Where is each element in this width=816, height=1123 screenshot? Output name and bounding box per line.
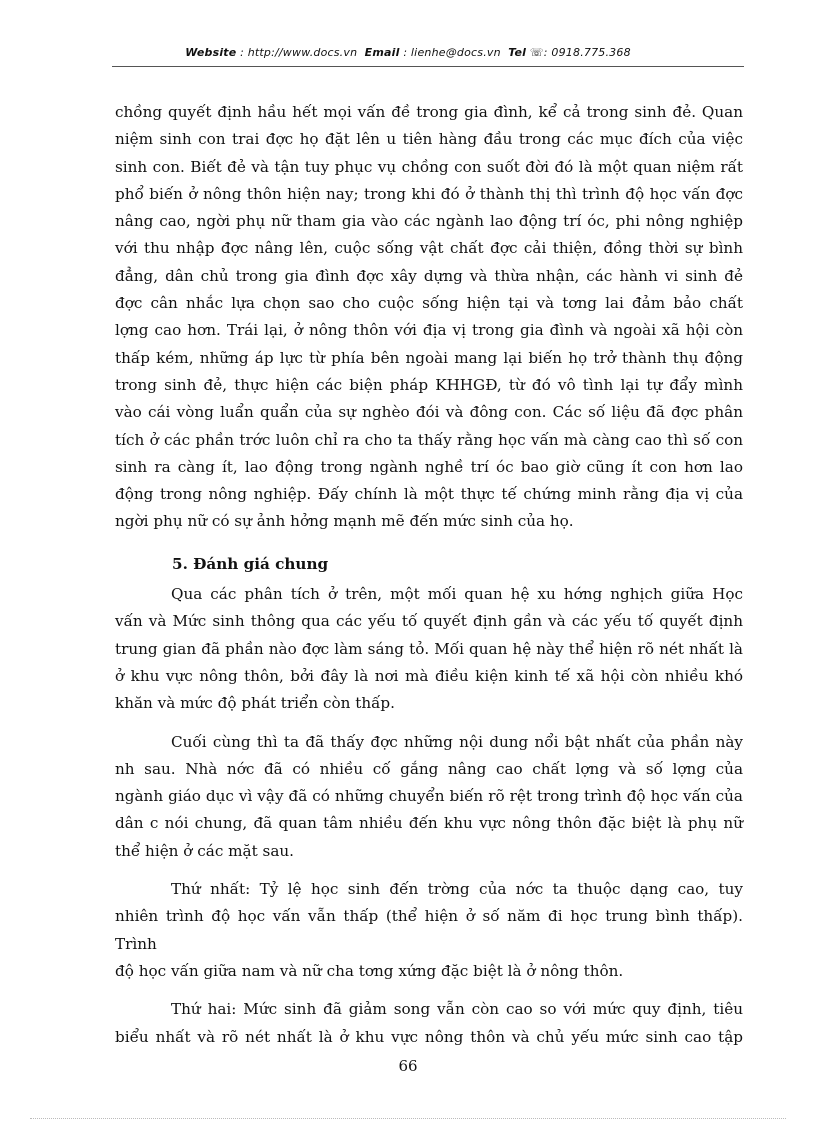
text-line: Thứ hai: Mức sinh đã giảm song vẫn còn cao so với mức quy định, tiêu	[171, 1000, 743, 1019]
paragraph-continuation	[115, 99, 743, 536]
page-number: 66	[398, 1057, 418, 1075]
text-line: Qua các phân tích ở trên, một mối quan hệ xu hớng nghịch giữa Học	[171, 585, 743, 604]
text-line: khăn và mức độ phát triển còn thấp.	[115, 694, 395, 713]
text-line: Thứ nhất: Tỷ lệ học sinh đến trờng của nớc ta thuộc dạng cao, tuy	[171, 880, 743, 899]
text-line: ngành giáo dục vì vậy đã có những chuyển biến rõ rệt trong trình độ học vấn của	[115, 787, 743, 806]
website-value: : http://www.docs.vn	[240, 46, 358, 59]
text-line: nh sau. Nhà nớc đã có nhiều cố gắng nâng cao chất lợng và số lợng của	[115, 759, 743, 778]
text-line: đợc cân nhắc lựa chọn sao cho cuộc sống hiện tại và tơng lai đảm bảo chất	[115, 294, 743, 313]
header-divider	[112, 66, 744, 67]
text-line: Cuối cùng thì ta đã thấy đợc những nội dung nổi bật nhất của phần này	[171, 732, 743, 751]
text-line: lợng cao hơn. Trái lại, ở nông thôn với địa vị trong gia đình và ngoài xã hội còn	[115, 321, 743, 340]
page-header	[0, 46, 816, 59]
section-heading: 5. Đánh giá chung	[172, 554, 329, 573]
text-line: với thu nhập đợc nâng lên, cuộc sống vật chất đợc cải thiện, đồng thời sự bình	[115, 239, 743, 258]
footer-divider	[30, 1118, 786, 1119]
text-line: ngời phụ nữ có sự ảnh hởng mạnh mẽ đến mức sinh của họ.	[115, 512, 574, 531]
website-label: Website	[185, 46, 237, 59]
tel-value: : 0918.775.368	[543, 46, 631, 59]
text-line: sinh con. Biết đẻ và tận tuy phục vụ chồng con suốt đời đó là một quan niệm rất	[115, 157, 743, 176]
document-body	[115, 99, 743, 1051]
text-line: chồng quyết định hầu hết mọi vấn đề trong gia đình, kể cả trong sinh đẻ. Quan	[115, 103, 743, 121]
text-line: trong sinh đẻ, thực hiện các biện pháp KHHGĐ, từ đó vô tình lại tự đẩy mình	[115, 375, 743, 394]
text-line: động trong nông nghiệp. Đấy chính là một thực tế chứng minh rằng địa vị của	[115, 485, 743, 504]
text-line: nâng cao, ngời phụ nữ tham gia vào các ngành lao động trí óc, phi nông nghiệp	[115, 212, 743, 231]
text-line: thể hiện ở các mặt sau.	[115, 841, 295, 860]
text-line: biểu nhất và rõ nét nhất là ở khu vực nông thôn và chủ yếu mức sinh cao tập	[115, 1027, 743, 1046]
paragraph-2	[115, 729, 743, 865]
tel-label: Tel	[508, 46, 527, 59]
text-line: phổ biến ở nông thôn hiện nay; trong khi đó ở thành thị thì trình độ học vấn đợc	[115, 184, 743, 203]
email-value: : lienhe@docs.vn	[403, 46, 501, 59]
paragraph-1	[115, 581, 743, 717]
email-label: Email	[364, 46, 400, 59]
text-line: trung gian đã phần nào đợc làm sáng tỏ. Mối quan hệ này thể hiện rõ nét nhất là	[115, 639, 743, 658]
text-line: thấp kém, những áp lực từ phía bên ngoài mang lại biến họ trở thành thụ động	[115, 348, 743, 367]
text-line: đẳng, dân chủ trong gia đình đợc xây dựng và thừa nhận, các hành vi sinh đẻ	[115, 266, 743, 285]
text-line: độ học vấn giữa nam và nữ cha tơng xứng đặc biệt là ở nông thôn.	[115, 961, 624, 980]
paragraph-3	[115, 876, 743, 985]
text-line: niệm sinh con trai đợc họ đặt lên u tiên hàng đầu trong các mục đích của việc	[115, 130, 743, 149]
text-line: vấn và Mức sinh thông qua các yếu tố quyết định gần và các yếu tố quyết định	[115, 612, 743, 631]
paragraph-4	[115, 996, 743, 1051]
phone-icon: ☏	[529, 46, 544, 59]
text-line: dân c nói chung, đã quan tâm nhiều đến khu vực nông thôn đặc biệt là phụ nữ	[115, 814, 743, 833]
text-line: ở khu vực nông thôn, bởi đây là nơi mà điều kiện kinh tế xã hội còn nhiều khó	[115, 666, 743, 685]
text-line: sinh ra càng ít, lao động trong ngành nghề trí óc bao giờ cũng ít con hơn lao	[115, 457, 743, 476]
text-line: vào cái vòng luẩn quẩn của sự nghèo đói và đông con. Các số liệu đã đợc phân	[115, 403, 743, 422]
text-line: tích ở các phần trớc luôn chỉ ra cho ta thấy rằng học vấn mà càng cao thì số con	[115, 430, 743, 449]
text-line: nhiên trình độ học vấn vẫn thấp (thể hiện ở số năm đi học trung bình thấp). Trình	[115, 907, 743, 953]
